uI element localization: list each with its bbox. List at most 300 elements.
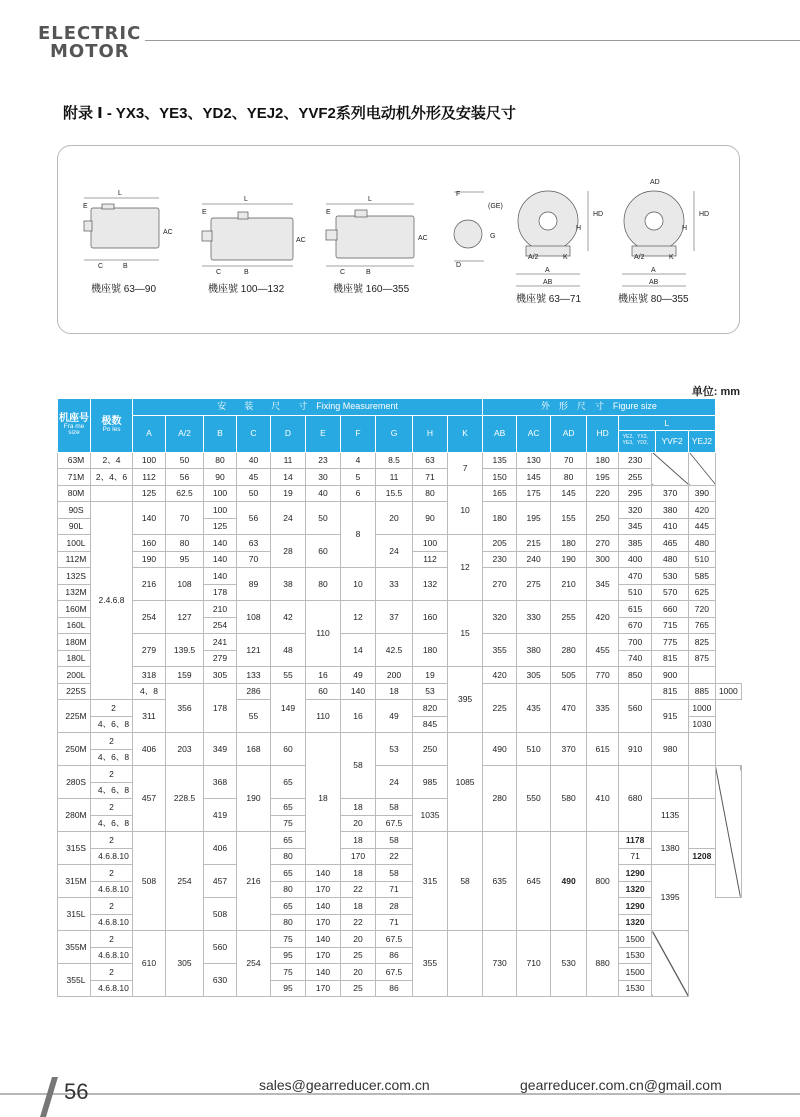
table-cell: 60: [306, 683, 341, 700]
table-cell: 135: [483, 452, 517, 469]
table-cell: 330: [517, 601, 551, 634]
table-cell: 400: [619, 551, 652, 568]
table-cell: 660: [652, 601, 689, 618]
table-cell: 320: [619, 502, 652, 519]
dim-label-b-1: B: [123, 263, 128, 270]
dim-label-ge: (GE): [488, 203, 503, 210]
table-cell: 108: [237, 601, 271, 634]
table-cell: 300: [587, 551, 619, 568]
table-cell: 25: [341, 980, 376, 997]
motor-drawings-panel: [57, 145, 740, 334]
table-cell: 420: [483, 667, 517, 684]
table-cell: 445: [689, 518, 715, 535]
table-cell: 100L: [58, 535, 91, 552]
dim-label-hd-1: HD: [593, 211, 604, 218]
table-cell: [652, 452, 689, 485]
dim-label-ab-2: AB: [649, 279, 659, 286]
table-cell: 20: [376, 502, 413, 535]
table-cell: 4、6、8: [91, 815, 133, 832]
table-cell: 250: [413, 733, 448, 766]
table-cell: 280: [551, 634, 587, 667]
dim-label-ac-1: AC: [163, 229, 173, 236]
table-cell: 89: [237, 568, 271, 601]
table-cell: [448, 931, 483, 997]
table-cell: 11: [271, 452, 306, 469]
table-cell: 355: [483, 634, 517, 667]
table-cell: 410: [587, 766, 619, 832]
shaft-end-circle: [454, 220, 482, 248]
table-cell: 20: [341, 815, 376, 832]
dim-label-l-1: L: [118, 190, 122, 197]
dim-label-ab-1: AB: [543, 279, 553, 286]
table-cell: 1135: [652, 799, 689, 832]
table-cell: 112: [413, 551, 448, 568]
table-cell: 800: [587, 832, 619, 931]
table-cell: 170: [306, 914, 341, 931]
table-cell: 18: [376, 683, 413, 700]
table-cell: 49: [341, 667, 376, 684]
table-cell: 16: [341, 700, 376, 733]
table-cell: 820: [413, 700, 448, 717]
table-cell: 53: [376, 733, 413, 766]
table-cell: 455: [587, 634, 619, 667]
table-cell: 770: [587, 667, 619, 684]
table-cell: 18: [341, 865, 376, 882]
table-row: [58, 634, 742, 651]
th-poles: 极数 Po les: [91, 399, 133, 453]
table-cell: 160: [413, 601, 448, 634]
table-cell: 178: [204, 584, 237, 601]
table-cell: 2: [91, 733, 133, 750]
table-cell: 615: [619, 601, 652, 618]
table-cell: 305: [204, 667, 237, 684]
table-cell: 4: [341, 452, 376, 469]
table-cell: 170: [306, 881, 341, 898]
table-cell: 4、6、8: [91, 716, 133, 733]
table-cell: 100: [413, 535, 448, 552]
table-cell: 215: [517, 535, 551, 552]
table-cell: 168: [237, 733, 271, 766]
table-cell: 419: [204, 799, 237, 832]
table-cell: 100: [133, 452, 166, 469]
table-cell: 225S: [58, 683, 91, 700]
table-cell: 1395: [652, 865, 689, 931]
table-cell: 4.6.8.10: [91, 947, 133, 964]
table-cell: 48: [271, 634, 306, 667]
terminal-box-1: [102, 204, 114, 209]
table-cell: 254: [133, 601, 166, 634]
table-cell: 2: [91, 931, 133, 948]
table-cell: 480: [652, 551, 689, 568]
table-cell: 80: [306, 568, 341, 601]
th-g: G: [376, 415, 413, 452]
table-cell: 4.6.8.10: [91, 881, 133, 898]
table-cell: 125: [133, 485, 166, 502]
table-cell: 19: [413, 667, 448, 684]
dim-label-k-1: K: [563, 254, 568, 261]
table-cell: 610: [133, 931, 166, 997]
dim-label-e-3: E: [326, 209, 331, 216]
table-cell: 254: [166, 832, 204, 931]
table-cell: 24: [376, 766, 413, 799]
table-cell: 510: [517, 733, 551, 766]
table-cell: 1320: [619, 914, 652, 931]
table-row: [58, 683, 742, 700]
dim-label-a2-2: A/2: [634, 254, 645, 261]
table-row: [58, 766, 742, 783]
dim-label-f: F: [456, 191, 461, 198]
table-cell: 180: [587, 452, 619, 469]
table-cell: 490: [483, 733, 517, 766]
table-cell: 145: [551, 485, 587, 502]
table-row: [58, 502, 742, 519]
table-cell: 490: [551, 832, 587, 931]
table-cell: 550: [517, 766, 551, 832]
table-cell: 480: [689, 535, 715, 552]
table-cell: 125: [204, 518, 237, 535]
motor-body-2: [211, 218, 293, 260]
table-cell: 110: [306, 601, 341, 667]
table-cell: 570: [652, 584, 689, 601]
table-cell: 241: [204, 634, 237, 651]
table-cell: 845: [413, 716, 448, 733]
header-rule: [145, 40, 800, 41]
table-cell: 508: [204, 898, 237, 931]
table-cell: 190: [551, 551, 587, 568]
table-cell: 280M: [58, 799, 91, 832]
table-cell: 1500: [619, 931, 652, 948]
table-cell: 63M: [58, 452, 91, 469]
table-cell: 560: [619, 683, 652, 733]
table-cell: 720: [689, 601, 715, 618]
table-cell: 4、6、8: [91, 749, 133, 766]
table-cell: 470: [551, 683, 587, 733]
table-cell: 8: [341, 502, 376, 568]
dim-label-b-2: B: [244, 269, 249, 276]
table-cell: 850: [619, 667, 652, 684]
table-cell: 58: [448, 832, 483, 931]
table-cell: 67.5: [376, 964, 413, 981]
th-figure: 外 形 尺 寸 Figure size: [483, 399, 715, 416]
table-cell: 70: [237, 551, 271, 568]
table-cell: 95: [271, 980, 306, 997]
table-cell: 254: [204, 617, 237, 634]
table-cell: [689, 452, 715, 485]
table-cell: 60: [306, 535, 341, 568]
table-cell: 15.5: [376, 485, 413, 502]
table-cell: 700: [619, 634, 652, 651]
table-cell: 295: [619, 485, 652, 502]
table-cell: 90: [413, 502, 448, 535]
table-cell: 75: [271, 815, 306, 832]
table-cell: 825: [689, 634, 715, 651]
th-b: B: [204, 415, 237, 452]
table-cell: 625: [689, 584, 715, 601]
table-cell: 1500: [619, 964, 652, 981]
table-cell: 180: [413, 634, 448, 667]
table-cell: 11: [376, 469, 413, 486]
table-cell: 1320: [619, 881, 652, 898]
table-cell: 71M: [58, 469, 91, 486]
dim-label-l-2: L: [244, 196, 248, 203]
terminal-box-2: [238, 212, 248, 219]
table-cell: 390: [689, 485, 715, 502]
table-cell: 150: [483, 469, 517, 486]
table-cell: 335: [587, 683, 619, 733]
table-cell: 470: [619, 568, 652, 585]
table-cell: 70: [166, 502, 204, 535]
table-cell: 38: [271, 568, 306, 601]
table-cell: 2: [91, 832, 133, 849]
table-cell: 311: [133, 700, 166, 733]
table-cell: 14: [341, 634, 376, 667]
table-cell: 18: [341, 898, 376, 915]
dim-label-h-2: H: [682, 225, 688, 232]
table-cell: 270: [483, 568, 517, 601]
table-cell: 40: [237, 452, 271, 469]
table-cell: 14: [271, 469, 306, 486]
table-cell: 42: [271, 601, 306, 634]
table-cell: 4.6.8.10: [91, 914, 133, 931]
dim-label-a-2: A: [651, 267, 656, 274]
table-cell: 2、4: [91, 452, 133, 469]
dim-label-ac-2: AC: [296, 237, 306, 244]
table-cell: 121: [237, 634, 271, 667]
table-cell: 18: [341, 832, 376, 849]
th-f: F: [341, 415, 376, 452]
table-cell: 33: [376, 568, 413, 601]
table-row: [58, 667, 742, 684]
caption-frame-100-132: 機座號 100—132: [208, 284, 285, 295]
table-cell: 2: [91, 766, 133, 783]
table-cell: 508: [133, 832, 166, 931]
table-cell: 2: [91, 865, 133, 882]
table-cell: 18: [341, 799, 376, 816]
table-row: [58, 568, 742, 585]
caption-frame-160-355: 機座號 160—355: [333, 284, 410, 295]
table-cell: 24: [271, 502, 306, 535]
table-cell: 630: [204, 964, 237, 997]
table-cell: 67.5: [376, 815, 413, 832]
table-cell: 2: [91, 799, 133, 816]
table-cell: 228.5: [166, 766, 204, 832]
table-cell: 50: [166, 452, 204, 469]
header-motor: MOTOR: [50, 41, 130, 62]
th-ad: AD: [551, 415, 587, 452]
table-cell: 65: [271, 832, 306, 849]
table-cell: 420: [587, 601, 619, 634]
table-cell: [689, 733, 715, 766]
table-cell: 1000: [689, 700, 715, 717]
th-c: C: [237, 415, 271, 452]
footer-email-sales[interactable]: sales@gearreducer.com.cn: [259, 1077, 430, 1093]
table-cell: 645: [517, 832, 551, 931]
terminal-box-3: [355, 210, 367, 217]
dim-label-g: G: [490, 233, 496, 240]
table-cell: 875: [689, 650, 715, 667]
table-cell: 58: [376, 865, 413, 882]
table-cell: 40: [306, 485, 341, 502]
shaft-2: [202, 231, 212, 241]
table-cell: 90L: [58, 518, 91, 535]
table-cell: 90S: [58, 502, 91, 519]
table-cell: 195: [587, 469, 619, 486]
table-cell: 50: [306, 502, 341, 535]
table-cell: 80: [271, 848, 306, 865]
table-cell: 16: [306, 667, 341, 684]
table-cell: 530: [551, 931, 587, 997]
table-cell: 75: [271, 931, 306, 948]
motor-body-1: [91, 208, 159, 248]
table-cell: 915: [652, 700, 689, 733]
dim-label-c-3: C: [340, 269, 346, 276]
table-cell: 80: [551, 469, 587, 486]
table-cell: 4.6.8.10: [91, 848, 133, 865]
table-cell: 1208: [689, 848, 715, 865]
th-e: E: [306, 415, 341, 452]
table-cell: 210: [204, 601, 237, 618]
table-cell: 55: [271, 667, 306, 684]
table-cell: 70: [551, 452, 587, 469]
table-cell: 22: [341, 914, 376, 931]
th-d: D: [271, 415, 306, 452]
table-cell: 170: [306, 947, 341, 964]
table-cell: 775: [652, 634, 689, 651]
footer-email-gmail[interactable]: gearreducer.com.cn@gmail.com: [520, 1077, 722, 1093]
table-cell: 20: [341, 964, 376, 981]
dim-label-k-2: K: [669, 254, 674, 261]
table-cell: 100: [204, 485, 237, 502]
table-cell: 225M: [58, 700, 91, 733]
th-hd: HD: [587, 415, 619, 452]
table-cell: 355: [413, 931, 448, 997]
table-cell: 255: [619, 469, 652, 486]
table-cell: 255: [551, 601, 587, 634]
table-cell: [689, 766, 715, 799]
table-cell: 220: [587, 485, 619, 502]
table-cell: 200: [376, 667, 413, 684]
table-cell: 95: [271, 947, 306, 964]
caption-frame-63-90: 機座號 63—90: [91, 284, 157, 295]
table-cell: 37: [376, 601, 413, 634]
table-cell: 65: [271, 799, 306, 816]
table-cell: 12: [341, 601, 376, 634]
table-cell: 305: [517, 667, 551, 684]
table-cell: 320: [483, 601, 517, 634]
table-cell: 100: [204, 502, 237, 519]
table-cell: 80: [413, 485, 448, 502]
table-cell: 86: [376, 947, 413, 964]
table-cell: 815: [652, 683, 689, 700]
table-cell: 356: [166, 683, 204, 733]
table-cell: [91, 485, 133, 502]
th-k: K: [448, 415, 483, 452]
table-cell: 71: [376, 881, 413, 898]
table-cell: 635: [483, 832, 517, 931]
motor-body-3: [336, 216, 414, 258]
page-number: 56: [64, 1079, 89, 1104]
table-cell: 4、8: [133, 683, 166, 700]
table-cell: 20: [341, 931, 376, 948]
table-cell: 615: [587, 733, 619, 766]
table-cell: 65: [271, 865, 306, 882]
table-cell: 178: [204, 683, 237, 733]
caption-frame-80-355: 機座號 80—355: [618, 294, 689, 305]
table-cell: 71: [619, 848, 652, 865]
table-cell: 23: [306, 452, 341, 469]
dim-label-a2-1: A/2: [528, 254, 539, 261]
dim-label-b-3: B: [366, 269, 371, 276]
table-cell: 145: [517, 469, 551, 486]
table-cell: 25: [341, 947, 376, 964]
table-cell: 815: [652, 650, 689, 667]
table-cell: 580: [551, 766, 587, 832]
table-cell: 985: [413, 766, 448, 799]
table-cell: 270: [587, 535, 619, 552]
table-cell: 465: [652, 535, 689, 552]
table-cell: 10: [448, 485, 483, 535]
table-cell: 4.6.8.10: [91, 980, 133, 997]
table-cell: 395: [448, 667, 483, 733]
table-row: [58, 832, 742, 849]
dim-label-c-2: C: [216, 269, 222, 276]
table-cell: 765: [689, 617, 715, 634]
table-cell: 210: [551, 568, 587, 601]
header-electric: ELECTRIC: [38, 23, 142, 44]
table-cell: 349: [204, 733, 237, 766]
table-cell: 280: [483, 766, 517, 832]
table-cell: 140: [204, 535, 237, 552]
table-cell: 510: [619, 584, 652, 601]
th-h: H: [413, 415, 448, 452]
table-cell: 6: [341, 485, 376, 502]
table-cell: 42.5: [376, 634, 413, 667]
table-cell: 200L: [58, 667, 91, 684]
table-cell: [652, 931, 689, 997]
dim-label-a-1: A: [545, 267, 550, 274]
table-cell: 230: [619, 452, 652, 469]
table-cell: 55: [237, 700, 271, 733]
table-row: [58, 469, 742, 486]
table-cell: 159: [166, 667, 204, 684]
table-cell: 63: [413, 452, 448, 469]
table-cell: 133: [237, 667, 271, 684]
motor-outline-drawings: [58, 146, 739, 333]
table-row: [58, 931, 742, 948]
table-cell: 58: [341, 733, 376, 799]
table-cell: 279: [133, 634, 166, 667]
table-cell: 355M: [58, 931, 91, 964]
table-cell: 730: [483, 931, 517, 997]
table-cell: 585: [689, 568, 715, 585]
table-cell: 132M: [58, 584, 91, 601]
table-cell: 56: [237, 502, 271, 535]
table-cell: 24: [376, 535, 413, 568]
dim-label-e-2: E: [202, 209, 207, 216]
table-cell: 22: [376, 848, 413, 865]
th-a2: A/2: [166, 415, 204, 452]
table-cell: 7: [448, 452, 483, 485]
table-cell: 140: [306, 898, 341, 915]
table-cell: 435: [517, 683, 551, 733]
table-cell: [689, 667, 715, 684]
table-cell: 86: [376, 980, 413, 997]
table-cell: 318: [133, 667, 166, 684]
caption-frame-63-71: 機座號 63—71: [516, 294, 582, 305]
dimension-table: [57, 398, 742, 997]
dim-label-l-3: L: [368, 196, 372, 203]
table-cell: 170: [341, 848, 376, 865]
